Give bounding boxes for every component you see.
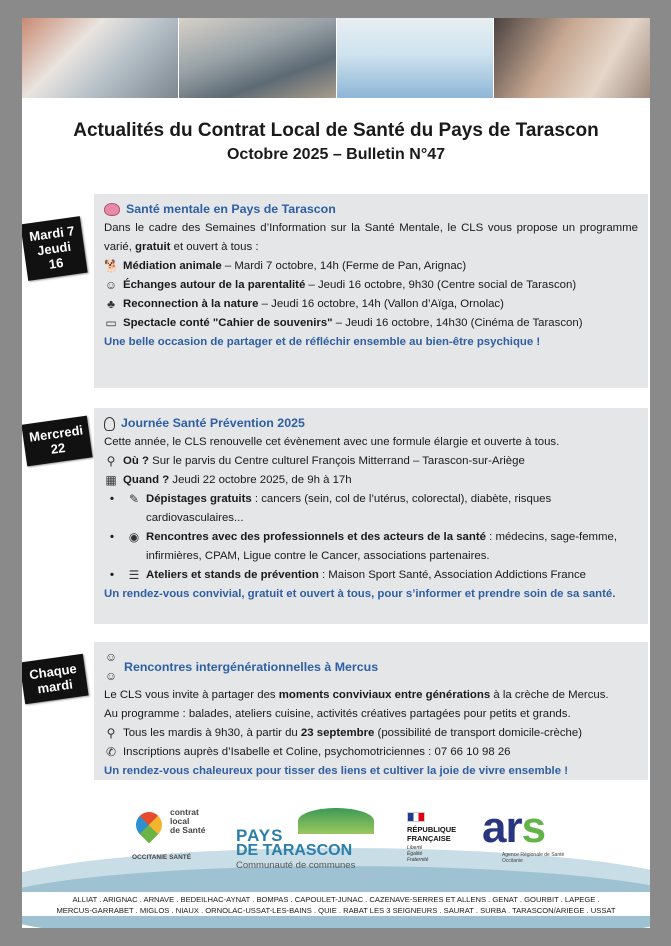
intro-text: Dans le cadre des Semaines d’Information sur la Santé Mentale, le CLS vous propose un programme varié,	[104, 222, 638, 253]
partner-logos	[22, 788, 650, 908]
bandage-icon: ✎	[128, 492, 140, 506]
where-value: Sur le parvis du Centre culturel François Mitterrand – Tarascon-sur-Ariège	[148, 455, 525, 467]
list-item-bold: Échanges autour de la parentalité	[123, 279, 306, 291]
schedule-text	[123, 724, 582, 743]
rf-motto-line: Fraternité	[407, 857, 429, 863]
date-tag-line: mardi	[36, 676, 74, 697]
contact-text: Inscriptions auprès d’Isabelle et Coline, psychomotriciennes : 07 66 10 98 26	[123, 746, 511, 758]
ars-logo	[482, 803, 582, 868]
section-intergenerationnel	[94, 642, 648, 780]
list-item	[104, 314, 638, 333]
ars-wordmark: ars	[482, 803, 546, 852]
list-item-bold: Rencontres avec des professionnels et des acteurs de la santé	[146, 531, 486, 543]
book-icon: ▭	[105, 316, 117, 330]
page-subtitle: Octobre 2025 – Bulletin N°47	[226, 146, 446, 163]
section-journee-prevention	[94, 408, 648, 624]
photo-banner	[22, 18, 650, 98]
when-label: Quand ?	[123, 474, 170, 486]
date-tag-section2	[22, 416, 93, 467]
list-item-bold: Reconnection à la nature	[123, 298, 259, 310]
cls-logo-text	[170, 808, 205, 835]
communes-list	[22, 892, 650, 916]
list-item-detail: – Mardi 7 octobre, 14h (Ferme de Pan, Arignac)	[221, 260, 467, 272]
tree-icon: ♣	[107, 297, 115, 311]
lightbulb-icon	[104, 417, 115, 431]
rf-logo-line: FRANÇAISE	[407, 834, 451, 843]
cls-logo	[132, 806, 222, 866]
cls-logo-region: OCCITANIE SANTÉ	[132, 854, 192, 861]
when-text	[123, 471, 352, 490]
list-item	[104, 490, 638, 528]
list-item-text	[146, 566, 586, 585]
list-item	[104, 566, 638, 585]
cls-logo-line: de Santé	[170, 825, 206, 835]
mountain-icon	[298, 808, 374, 834]
rf-motto-line: Égalité	[407, 851, 423, 857]
ars-subtitle-line: Agence Régionale de Santé	[502, 852, 565, 858]
list-item	[104, 295, 638, 314]
ars-subtitle-line: Occitanie	[502, 858, 523, 864]
bullet-dot: •	[110, 493, 114, 505]
list-item-detail: : médecins, sage-femme, infirmières, CPAM, Ligue contre le Cancer, associations partenaires.	[146, 531, 618, 562]
pays-logo-line2: DE TARASCON	[236, 842, 353, 859]
ars-subtitle	[502, 852, 564, 864]
bullet-dot: •	[110, 531, 114, 543]
section-title	[104, 414, 638, 433]
pill-icon: ◉	[128, 530, 140, 544]
section-intro: Cette année, le CLS renouvelle cet évènement avec une formule élargie et ouverte à tous.	[104, 436, 560, 448]
page-title: Actualités du Contrat Local de Santé du Pays de Tarascon	[73, 120, 599, 141]
dog-icon: 🐕	[104, 259, 119, 273]
list-item-bold: Spectacle conté "Cahier de souvenirs"	[123, 317, 333, 329]
photo-hands-cane	[494, 18, 650, 98]
section-closing: Une belle occasion de partager et de réfléchir ensemble au bien-être psychique !	[104, 336, 541, 348]
list-item-bold: Dépistages gratuits	[146, 493, 252, 505]
date-tag-line: Mardi 7	[28, 223, 76, 245]
map-pin-icon	[131, 807, 168, 844]
date-tag-line: 22	[49, 439, 67, 457]
section-intro	[104, 219, 638, 257]
list-item-text	[123, 314, 583, 333]
cls-logo-line: local	[170, 816, 190, 826]
where-text	[123, 452, 525, 471]
schedule-line	[104, 724, 638, 743]
bulletin-page	[22, 18, 650, 928]
programme-line: Au programme : balades, ateliers cuisine, activités créatives partagées pour petits et grands.	[104, 708, 571, 720]
section-title	[104, 648, 638, 686]
section-title-text: Rencontres intergénérationnelles à Mercus	[124, 659, 379, 674]
schedule-part: (possibilité de transport domicile-crèche)	[374, 727, 583, 739]
list-item-text	[123, 295, 504, 314]
when-value: Jeudi 22 octobre 2025, de 9h à 17h	[169, 474, 352, 486]
where-line	[104, 452, 638, 471]
date-tag-line: Chaque	[28, 660, 78, 683]
date-tag-line: Jeudi 16	[36, 238, 72, 272]
when-line	[104, 471, 638, 490]
where-label: Où ?	[123, 455, 149, 467]
location-pin-icon: ⚲	[106, 454, 116, 468]
schedule-part: Tous les mardis à 9h30, à partir du	[123, 727, 298, 739]
list-item	[104, 276, 638, 295]
list-item-bold: Ateliers et stands de prévention	[146, 569, 319, 581]
list-item-detail: : cancers (sein, col de l’utérus, colorectal), diabète, risques cardiovasculaires...	[146, 493, 552, 524]
list-item-text	[146, 490, 638, 528]
people-icon: ☺☺	[104, 650, 118, 683]
list-item	[104, 528, 638, 566]
french-flag-icon	[407, 812, 425, 822]
pays-logo-line1: PAYS	[236, 826, 284, 845]
list-item-bold: Médiation animale	[123, 260, 222, 272]
republique-francaise-logo	[407, 812, 467, 872]
phone-icon: ✆	[105, 745, 117, 759]
rf-motto-line: Liberté	[407, 845, 423, 851]
schedule-date: 23 septembre	[300, 727, 375, 739]
intro-text: et ouvert à tous :	[173, 241, 259, 253]
location-pin-icon: ⚲	[106, 726, 116, 740]
section-title-text: Santé mentale en Pays de Tarascon	[126, 202, 336, 216]
pays-logo-line3: Communauté de communes	[236, 860, 356, 871]
list-item-detail: – Jeudi 16 octobre, 9h30 (Centre social de Tarascon)	[305, 279, 577, 291]
photo-keyboard-stethoscope	[22, 18, 179, 98]
date-tag-line: Mercredi	[28, 422, 84, 445]
date-tag-section1	[22, 216, 88, 281]
contact-line	[104, 743, 638, 762]
list-item-text	[146, 528, 638, 566]
baby-icon: ☺	[104, 278, 118, 292]
communes-line: ALLIAT . ARIGNAC . ARNAVE . BEDEILHAC-AYNAT . BOMPAS . CAPOULET-JUNAC . CAZENAVE-SERRES ET ALLENS . GENAT . GOURBIT . LAPEGE .	[72, 895, 600, 904]
section-title	[104, 200, 638, 219]
brain-icon	[104, 203, 120, 216]
cls-logo-line: contrat	[170, 807, 199, 817]
section-sante-mentale	[94, 194, 648, 388]
intro-bold: gratuit	[135, 241, 171, 253]
list-item	[104, 257, 638, 276]
list-item-text	[123, 257, 466, 276]
intro-text: Le CLS vous invite à partager des	[104, 689, 276, 701]
rf-motto	[407, 845, 467, 863]
section-intro	[104, 686, 638, 705]
section-closing: Un rendez-vous chaleureux pour tisser des liens et cultiver la joie de vivre ensemble !	[104, 765, 569, 777]
stand-icon: ☰	[128, 568, 140, 582]
list-item-detail: – Jeudi 16 octobre, 14h30 (Cinéma de Tarascon)	[332, 317, 583, 329]
communes-line: MERCUS-GARRABET . MIGLOS . NIAUX . ORNOLAC-USSAT-LES-BAINS . QUIE . RABAT LES 3 SEIGNEURS . SAURAT . SURBA . TARASCON/ARIEGE . USSAT	[56, 906, 616, 915]
calendar-icon: ▦	[105, 473, 117, 487]
pays-tarascon-logo	[236, 808, 376, 871]
section-closing: Un rendez-vous convivial, gratuit et ouvert à tous, pour s’informer et prendre soin de sa santé.	[104, 588, 616, 600]
photo-child-window	[337, 18, 494, 98]
intro-text: à la crèche de Mercus.	[490, 689, 609, 701]
list-item-detail: – Jeudi 16 octobre, 14h (Vallon d’Aïga, Ornolac)	[258, 298, 504, 310]
intro-bold: moments conviviaux entre générations	[278, 689, 491, 701]
bullet-dot: •	[110, 569, 114, 581]
photo-workshop-group	[179, 18, 336, 98]
list-item-detail: : Maison Sport Santé, Association Addictions France	[318, 569, 587, 581]
rf-logo-line: RÉPUBLIQUE	[407, 825, 457, 834]
list-item-text	[123, 276, 576, 295]
section-title-text: Journée Santé Prévention 2025	[121, 416, 305, 430]
date-tag-section3	[22, 654, 89, 704]
